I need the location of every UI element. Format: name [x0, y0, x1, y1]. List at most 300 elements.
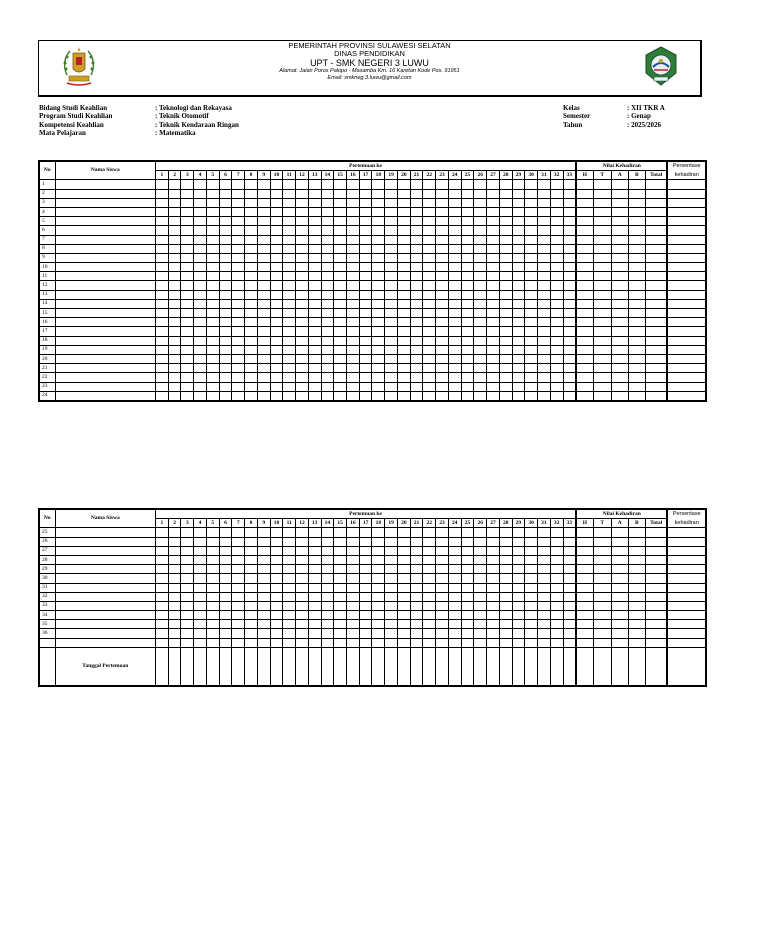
attendance-cell[interactable] [563, 235, 576, 244]
student-name-cell[interactable] [55, 235, 155, 244]
nilai-cell[interactable] [645, 345, 667, 354]
nilai-cell[interactable] [628, 373, 645, 382]
attendance-cell[interactable] [270, 235, 283, 244]
attendance-cell[interactable] [168, 528, 181, 537]
attendance-cell[interactable] [487, 528, 500, 537]
attendance-cell[interactable] [206, 281, 219, 290]
nilai-cell[interactable] [593, 327, 611, 336]
attendance-cell[interactable] [283, 555, 296, 564]
tanggal-cell[interactable] [245, 647, 258, 686]
attendance-cell[interactable] [423, 180, 436, 189]
attendance-cell[interactable] [372, 272, 385, 281]
attendance-cell[interactable] [308, 629, 321, 638]
attendance-cell[interactable] [168, 638, 181, 647]
attendance-cell[interactable] [436, 574, 449, 583]
nilai-cell[interactable] [576, 198, 593, 207]
attendance-cell[interactable] [156, 638, 169, 647]
attendance-cell[interactable] [474, 299, 487, 308]
persentase-cell[interactable] [667, 189, 706, 198]
attendance-cell[interactable] [232, 537, 245, 546]
attendance-cell[interactable] [563, 638, 576, 647]
attendance-cell[interactable] [194, 592, 207, 601]
attendance-cell[interactable] [334, 180, 347, 189]
attendance-cell[interactable] [436, 345, 449, 354]
attendance-cell[interactable] [487, 537, 500, 546]
attendance-cell[interactable] [206, 290, 219, 299]
attendance-cell[interactable] [283, 620, 296, 629]
nilai-cell[interactable] [576, 263, 593, 272]
attendance-cell[interactable] [181, 583, 194, 592]
attendance-cell[interactable] [474, 391, 487, 401]
attendance-cell[interactable] [359, 235, 372, 244]
attendance-cell[interactable] [525, 281, 538, 290]
attendance-cell[interactable] [499, 382, 512, 391]
attendance-cell[interactable] [538, 354, 551, 363]
attendance-cell[interactable] [296, 318, 309, 327]
attendance-cell[interactable] [321, 592, 334, 601]
attendance-cell[interactable] [397, 638, 410, 647]
attendance-cell[interactable] [385, 364, 398, 373]
attendance-cell[interactable] [270, 327, 283, 336]
attendance-cell[interactable] [321, 638, 334, 647]
attendance-cell[interactable] [321, 253, 334, 262]
attendance-cell[interactable] [168, 592, 181, 601]
persentase-cell[interactable] [667, 207, 706, 216]
nilai-cell[interactable] [645, 354, 667, 363]
attendance-cell[interactable] [194, 217, 207, 226]
attendance-cell[interactable] [436, 546, 449, 555]
nilai-cell[interactable] [628, 244, 645, 253]
attendance-cell[interactable] [206, 226, 219, 235]
attendance-cell[interactable] [448, 299, 461, 308]
tanggal-cell[interactable] [283, 647, 296, 686]
persentase-cell[interactable] [667, 272, 706, 281]
attendance-cell[interactable] [461, 620, 474, 629]
attendance-cell[interactable] [296, 189, 309, 198]
student-name-cell[interactable] [55, 537, 155, 546]
attendance-cell[interactable] [359, 583, 372, 592]
attendance-cell[interactable] [257, 373, 270, 382]
attendance-cell[interactable] [436, 382, 449, 391]
attendance-cell[interactable] [283, 180, 296, 189]
attendance-cell[interactable] [321, 601, 334, 610]
attendance-cell[interactable] [525, 382, 538, 391]
attendance-cell[interactable] [347, 235, 360, 244]
attendance-cell[interactable] [168, 318, 181, 327]
attendance-cell[interactable] [448, 638, 461, 647]
attendance-cell[interactable] [245, 272, 258, 281]
attendance-cell[interactable] [232, 336, 245, 345]
attendance-cell[interactable] [257, 309, 270, 318]
attendance-cell[interactable] [219, 299, 232, 308]
nilai-cell[interactable] [611, 189, 628, 198]
attendance-cell[interactable] [487, 235, 500, 244]
attendance-cell[interactable] [448, 391, 461, 401]
attendance-cell[interactable] [372, 281, 385, 290]
attendance-cell[interactable] [423, 327, 436, 336]
attendance-cell[interactable] [347, 382, 360, 391]
nilai-cell[interactable] [645, 180, 667, 189]
attendance-cell[interactable] [550, 565, 563, 574]
nilai-cell[interactable] [576, 555, 593, 564]
attendance-cell[interactable] [372, 382, 385, 391]
attendance-cell[interactable] [219, 263, 232, 272]
attendance-cell[interactable] [347, 272, 360, 281]
attendance-cell[interactable] [308, 546, 321, 555]
attendance-cell[interactable] [512, 226, 525, 235]
attendance-cell[interactable] [334, 391, 347, 401]
attendance-cell[interactable] [385, 198, 398, 207]
attendance-cell[interactable] [232, 272, 245, 281]
attendance-cell[interactable] [232, 189, 245, 198]
attendance-cell[interactable] [397, 373, 410, 382]
attendance-cell[interactable] [538, 629, 551, 638]
attendance-cell[interactable] [461, 309, 474, 318]
attendance-cell[interactable] [334, 354, 347, 363]
attendance-cell[interactable] [156, 565, 169, 574]
attendance-cell[interactable] [219, 601, 232, 610]
attendance-cell[interactable] [181, 281, 194, 290]
attendance-cell[interactable] [397, 546, 410, 555]
attendance-cell[interactable] [206, 555, 219, 564]
attendance-cell[interactable] [461, 629, 474, 638]
attendance-cell[interactable] [474, 281, 487, 290]
attendance-cell[interactable] [321, 327, 334, 336]
attendance-cell[interactable] [308, 345, 321, 354]
nilai-cell[interactable] [593, 235, 611, 244]
nilai-cell[interactable] [645, 226, 667, 235]
attendance-cell[interactable] [181, 198, 194, 207]
persentase-cell[interactable] [667, 592, 706, 601]
tanggal-cell[interactable] [474, 647, 487, 686]
nilai-cell[interactable] [593, 189, 611, 198]
attendance-cell[interactable] [156, 574, 169, 583]
attendance-cell[interactable] [270, 537, 283, 546]
attendance-cell[interactable] [423, 364, 436, 373]
attendance-cell[interactable] [156, 601, 169, 610]
attendance-cell[interactable] [512, 601, 525, 610]
attendance-cell[interactable] [245, 555, 258, 564]
nilai-cell[interactable] [645, 309, 667, 318]
attendance-cell[interactable] [525, 217, 538, 226]
attendance-cell[interactable] [257, 382, 270, 391]
attendance-cell[interactable] [321, 263, 334, 272]
attendance-cell[interactable] [372, 592, 385, 601]
attendance-cell[interactable] [372, 198, 385, 207]
attendance-cell[interactable] [296, 391, 309, 401]
attendance-cell[interactable] [270, 629, 283, 638]
attendance-cell[interactable] [219, 373, 232, 382]
nilai-cell[interactable] [645, 364, 667, 373]
nilai-cell[interactable] [611, 299, 628, 308]
nilai-cell[interactable] [593, 207, 611, 216]
attendance-cell[interactable] [474, 189, 487, 198]
attendance-cell[interactable] [474, 364, 487, 373]
attendance-cell[interactable] [181, 299, 194, 308]
attendance-cell[interactable] [525, 290, 538, 299]
tanggal-cell[interactable] [359, 647, 372, 686]
attendance-cell[interactable] [270, 180, 283, 189]
nilai-cell[interactable] [628, 555, 645, 564]
nilai-cell[interactable] [593, 244, 611, 253]
attendance-cell[interactable] [257, 198, 270, 207]
attendance-cell[interactable] [245, 629, 258, 638]
attendance-cell[interactable] [538, 382, 551, 391]
nilai-cell[interactable] [628, 263, 645, 272]
attendance-cell[interactable] [321, 364, 334, 373]
attendance-cell[interactable] [410, 592, 423, 601]
attendance-cell[interactable] [245, 309, 258, 318]
attendance-cell[interactable] [563, 244, 576, 253]
nilai-cell[interactable] [645, 244, 667, 253]
attendance-cell[interactable] [283, 345, 296, 354]
attendance-cell[interactable] [397, 528, 410, 537]
attendance-cell[interactable] [499, 528, 512, 537]
attendance-cell[interactable] [499, 180, 512, 189]
attendance-cell[interactable] [232, 382, 245, 391]
tanggal-cell[interactable] [232, 647, 245, 686]
student-name-cell[interactable] [55, 611, 155, 620]
attendance-cell[interactable] [448, 180, 461, 189]
attendance-cell[interactable] [410, 638, 423, 647]
attendance-cell[interactable] [550, 244, 563, 253]
attendance-cell[interactable] [538, 546, 551, 555]
attendance-cell[interactable] [512, 565, 525, 574]
attendance-cell[interactable] [436, 189, 449, 198]
attendance-cell[interactable] [206, 180, 219, 189]
student-name-cell[interactable] [55, 207, 155, 216]
attendance-cell[interactable] [448, 620, 461, 629]
attendance-cell[interactable] [397, 281, 410, 290]
nilai-cell[interactable] [593, 611, 611, 620]
attendance-cell[interactable] [461, 272, 474, 281]
attendance-cell[interactable] [487, 565, 500, 574]
attendance-cell[interactable] [538, 235, 551, 244]
tanggal-cell[interactable] [321, 647, 334, 686]
student-name-cell[interactable] [55, 253, 155, 262]
attendance-cell[interactable] [461, 601, 474, 610]
nilai-cell[interactable] [645, 528, 667, 537]
attendance-cell[interactable] [436, 528, 449, 537]
attendance-cell[interactable] [308, 537, 321, 546]
attendance-cell[interactable] [499, 318, 512, 327]
attendance-cell[interactable] [538, 198, 551, 207]
attendance-cell[interactable] [156, 546, 169, 555]
attendance-cell[interactable] [168, 263, 181, 272]
nilai-cell[interactable] [576, 391, 593, 401]
attendance-cell[interactable] [359, 629, 372, 638]
attendance-cell[interactable] [436, 601, 449, 610]
attendance-cell[interactable] [168, 546, 181, 555]
attendance-cell[interactable] [436, 555, 449, 564]
attendance-cell[interactable] [296, 336, 309, 345]
attendance-cell[interactable] [245, 345, 258, 354]
attendance-cell[interactable] [219, 281, 232, 290]
attendance-cell[interactable] [308, 318, 321, 327]
attendance-cell[interactable] [461, 207, 474, 216]
attendance-cell[interactable] [257, 574, 270, 583]
attendance-cell[interactable] [296, 263, 309, 272]
attendance-cell[interactable] [308, 555, 321, 564]
attendance-cell[interactable] [538, 601, 551, 610]
attendance-cell[interactable] [206, 309, 219, 318]
attendance-cell[interactable] [181, 345, 194, 354]
attendance-cell[interactable] [359, 309, 372, 318]
nilai-cell[interactable] [611, 638, 628, 647]
attendance-cell[interactable] [359, 537, 372, 546]
attendance-cell[interactable] [359, 253, 372, 262]
attendance-cell[interactable] [296, 382, 309, 391]
nilai-cell[interactable] [593, 281, 611, 290]
attendance-cell[interactable] [397, 583, 410, 592]
attendance-cell[interactable] [423, 189, 436, 198]
nilai-cell[interactable] [576, 565, 593, 574]
attendance-cell[interactable] [194, 555, 207, 564]
attendance-cell[interactable] [245, 299, 258, 308]
attendance-cell[interactable] [512, 327, 525, 336]
attendance-cell[interactable] [538, 364, 551, 373]
attendance-cell[interactable] [550, 207, 563, 216]
attendance-cell[interactable] [385, 244, 398, 253]
attendance-cell[interactable] [538, 345, 551, 354]
attendance-cell[interactable] [410, 281, 423, 290]
attendance-cell[interactable] [385, 318, 398, 327]
attendance-cell[interactable] [474, 555, 487, 564]
attendance-cell[interactable] [168, 620, 181, 629]
attendance-cell[interactable] [487, 318, 500, 327]
attendance-cell[interactable] [487, 253, 500, 262]
nilai-cell[interactable] [611, 207, 628, 216]
attendance-cell[interactable] [359, 180, 372, 189]
attendance-cell[interactable] [168, 244, 181, 253]
nilai-cell[interactable] [628, 537, 645, 546]
attendance-cell[interactable] [232, 555, 245, 564]
attendance-cell[interactable] [270, 318, 283, 327]
persentase-cell[interactable] [667, 382, 706, 391]
attendance-cell[interactable] [512, 555, 525, 564]
attendance-cell[interactable] [219, 345, 232, 354]
attendance-cell[interactable] [461, 290, 474, 299]
attendance-cell[interactable] [219, 253, 232, 262]
attendance-cell[interactable] [194, 235, 207, 244]
attendance-cell[interactable] [219, 382, 232, 391]
attendance-cell[interactable] [194, 611, 207, 620]
attendance-cell[interactable] [283, 364, 296, 373]
nilai-cell[interactable] [628, 629, 645, 638]
attendance-cell[interactable] [563, 336, 576, 345]
attendance-cell[interactable] [538, 592, 551, 601]
attendance-cell[interactable] [410, 546, 423, 555]
tanggal-cell[interactable] [397, 647, 410, 686]
attendance-cell[interactable] [347, 226, 360, 235]
student-name-cell[interactable] [55, 546, 155, 555]
attendance-cell[interactable] [194, 263, 207, 272]
attendance-cell[interactable] [563, 318, 576, 327]
attendance-cell[interactable] [385, 537, 398, 546]
attendance-cell[interactable] [499, 272, 512, 281]
attendance-cell[interactable] [270, 290, 283, 299]
attendance-cell[interactable] [461, 189, 474, 198]
attendance-cell[interactable] [538, 299, 551, 308]
attendance-cell[interactable] [372, 309, 385, 318]
attendance-cell[interactable] [487, 546, 500, 555]
attendance-cell[interactable] [372, 629, 385, 638]
nilai-cell[interactable] [645, 299, 667, 308]
attendance-cell[interactable] [206, 244, 219, 253]
attendance-cell[interactable] [257, 629, 270, 638]
attendance-cell[interactable] [525, 299, 538, 308]
attendance-cell[interactable] [525, 327, 538, 336]
attendance-cell[interactable] [283, 638, 296, 647]
attendance-cell[interactable] [206, 263, 219, 272]
attendance-cell[interactable] [448, 373, 461, 382]
attendance-cell[interactable] [321, 528, 334, 537]
attendance-cell[interactable] [347, 601, 360, 610]
attendance-cell[interactable] [334, 198, 347, 207]
persentase-cell[interactable] [667, 217, 706, 226]
attendance-cell[interactable] [550, 345, 563, 354]
attendance-cell[interactable] [270, 336, 283, 345]
attendance-cell[interactable] [410, 318, 423, 327]
attendance-cell[interactable] [206, 574, 219, 583]
attendance-cell[interactable] [232, 217, 245, 226]
attendance-cell[interactable] [308, 207, 321, 216]
attendance-cell[interactable] [359, 601, 372, 610]
persentase-cell[interactable] [667, 281, 706, 290]
attendance-cell[interactable] [296, 537, 309, 546]
attendance-cell[interactable] [410, 565, 423, 574]
attendance-cell[interactable] [296, 207, 309, 216]
attendance-cell[interactable] [334, 592, 347, 601]
attendance-cell[interactable] [156, 253, 169, 262]
attendance-cell[interactable] [436, 629, 449, 638]
attendance-cell[interactable] [168, 611, 181, 620]
attendance-cell[interactable] [347, 373, 360, 382]
attendance-cell[interactable] [538, 638, 551, 647]
nilai-cell[interactable] [593, 299, 611, 308]
attendance-cell[interactable] [410, 373, 423, 382]
attendance-cell[interactable] [168, 290, 181, 299]
nilai-cell[interactable] [611, 546, 628, 555]
attendance-cell[interactable] [385, 327, 398, 336]
attendance-cell[interactable] [385, 299, 398, 308]
attendance-cell[interactable] [245, 235, 258, 244]
attendance-cell[interactable] [512, 336, 525, 345]
attendance-cell[interactable] [563, 592, 576, 601]
attendance-cell[interactable] [499, 299, 512, 308]
attendance-cell[interactable] [512, 299, 525, 308]
attendance-cell[interactable] [168, 629, 181, 638]
nilai-cell[interactable] [645, 537, 667, 546]
attendance-cell[interactable] [181, 611, 194, 620]
attendance-cell[interactable] [461, 364, 474, 373]
attendance-cell[interactable] [347, 592, 360, 601]
nilai-cell[interactable] [628, 299, 645, 308]
attendance-cell[interactable] [385, 583, 398, 592]
attendance-cell[interactable] [436, 217, 449, 226]
attendance-cell[interactable] [499, 601, 512, 610]
attendance-cell[interactable] [359, 373, 372, 382]
attendance-cell[interactable] [283, 373, 296, 382]
nilai-cell[interactable] [576, 217, 593, 226]
attendance-cell[interactable] [245, 601, 258, 610]
attendance-cell[interactable] [206, 299, 219, 308]
attendance-cell[interactable] [550, 180, 563, 189]
attendance-cell[interactable] [474, 290, 487, 299]
attendance-cell[interactable] [308, 583, 321, 592]
attendance-cell[interactable] [487, 382, 500, 391]
attendance-cell[interactable] [397, 382, 410, 391]
